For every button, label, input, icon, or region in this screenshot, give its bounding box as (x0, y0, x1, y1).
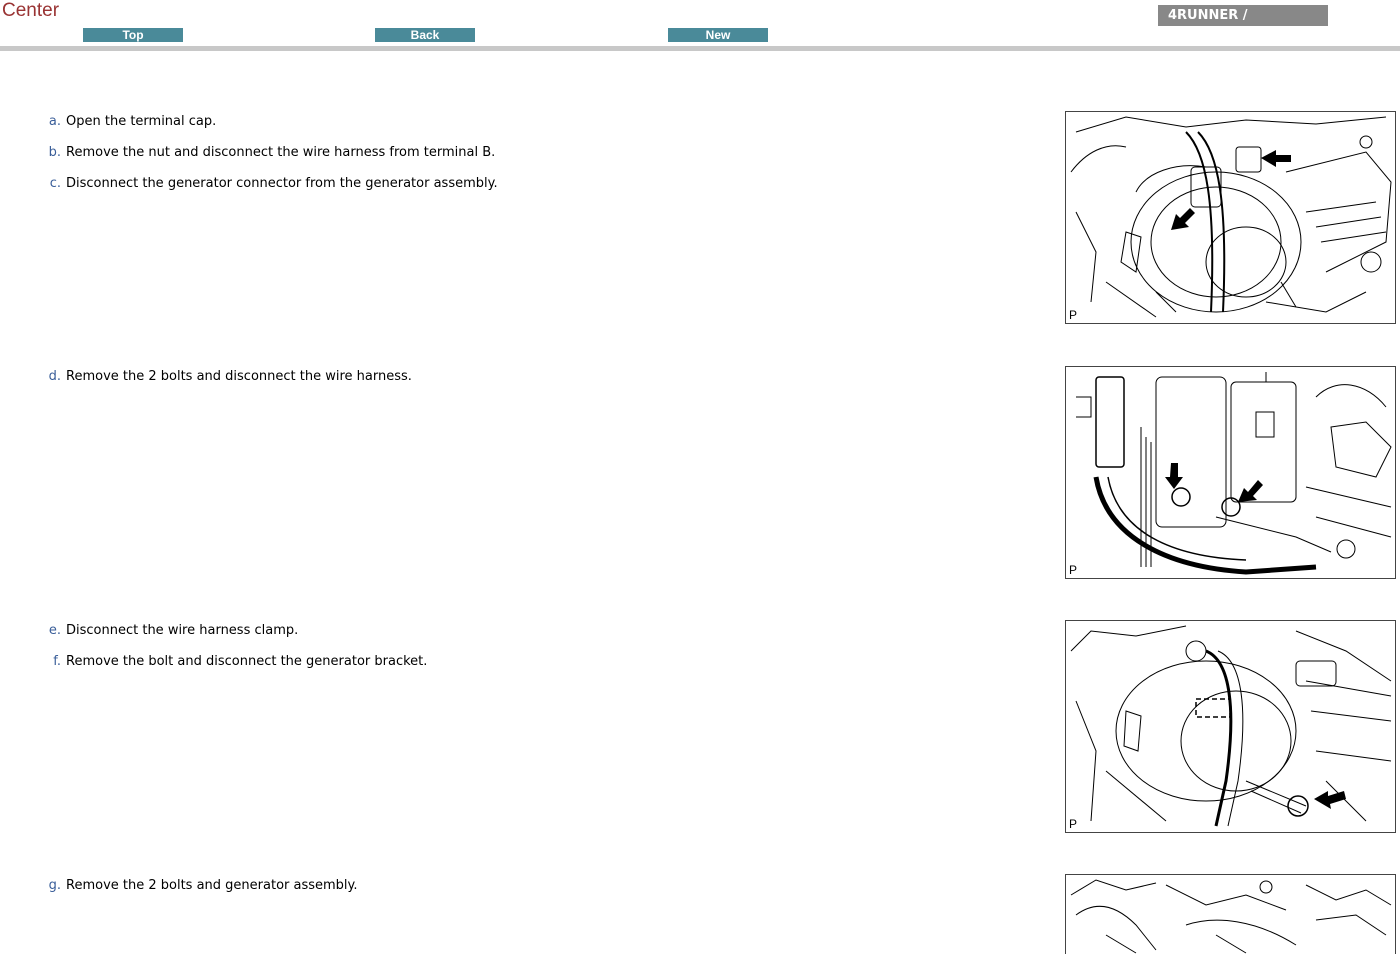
step-e (30, 623, 1010, 638)
step-letter: f. (53, 654, 61, 669)
figure-label: P (1069, 308, 1078, 322)
step-a (30, 114, 1010, 129)
step-text: Remove the 2 bolts and disconnect the wire harness. (66, 369, 412, 384)
figure-terminal-connector (1065, 111, 1396, 324)
engine-line-art (1066, 875, 1396, 954)
step-text: Open the terminal cap. (66, 114, 217, 129)
back-button[interactable]: Back (375, 28, 475, 42)
new-button[interactable]: New (668, 28, 768, 42)
step-c (30, 176, 1010, 191)
engine-line-art (1066, 367, 1396, 579)
step-letter: b. (48, 145, 61, 160)
figure-clamp-bracket (1065, 620, 1396, 833)
step-text: Disconnect the generator connector from the generator assembly. (66, 176, 498, 191)
brand-title: Center (2, 0, 60, 21)
engine-line-art (1066, 621, 1396, 833)
header-divider (0, 46, 1400, 51)
step-text: Remove the 2 bolts and generator assembly. (66, 878, 358, 893)
step-text: Remove the bolt and disconnect the generator bracket. (66, 654, 428, 669)
step-letter: a. (48, 114, 61, 129)
step-letter: c. (49, 176, 61, 191)
step-g (30, 878, 1010, 893)
step-d (30, 369, 1010, 384)
step-letter: d. (48, 369, 61, 384)
header (0, 0, 1400, 52)
figure-label: P (1069, 563, 1078, 577)
step-text: Remove the nut and disconnect the wire harness from terminal B. (66, 145, 496, 160)
step-letter: g. (48, 878, 61, 893)
model-badge: 4RUNNER / (1158, 5, 1328, 26)
figure-generator-assembly (1065, 874, 1396, 954)
figure-wire-harness-bolts (1065, 366, 1396, 579)
top-button[interactable]: Top (83, 28, 183, 42)
step-text: Disconnect the wire harness clamp. (66, 623, 299, 638)
step-b (30, 145, 1010, 160)
engine-line-art (1066, 112, 1396, 324)
step-letter: e. (48, 623, 61, 638)
figure-label: P (1069, 817, 1078, 831)
step-f (30, 654, 1010, 669)
